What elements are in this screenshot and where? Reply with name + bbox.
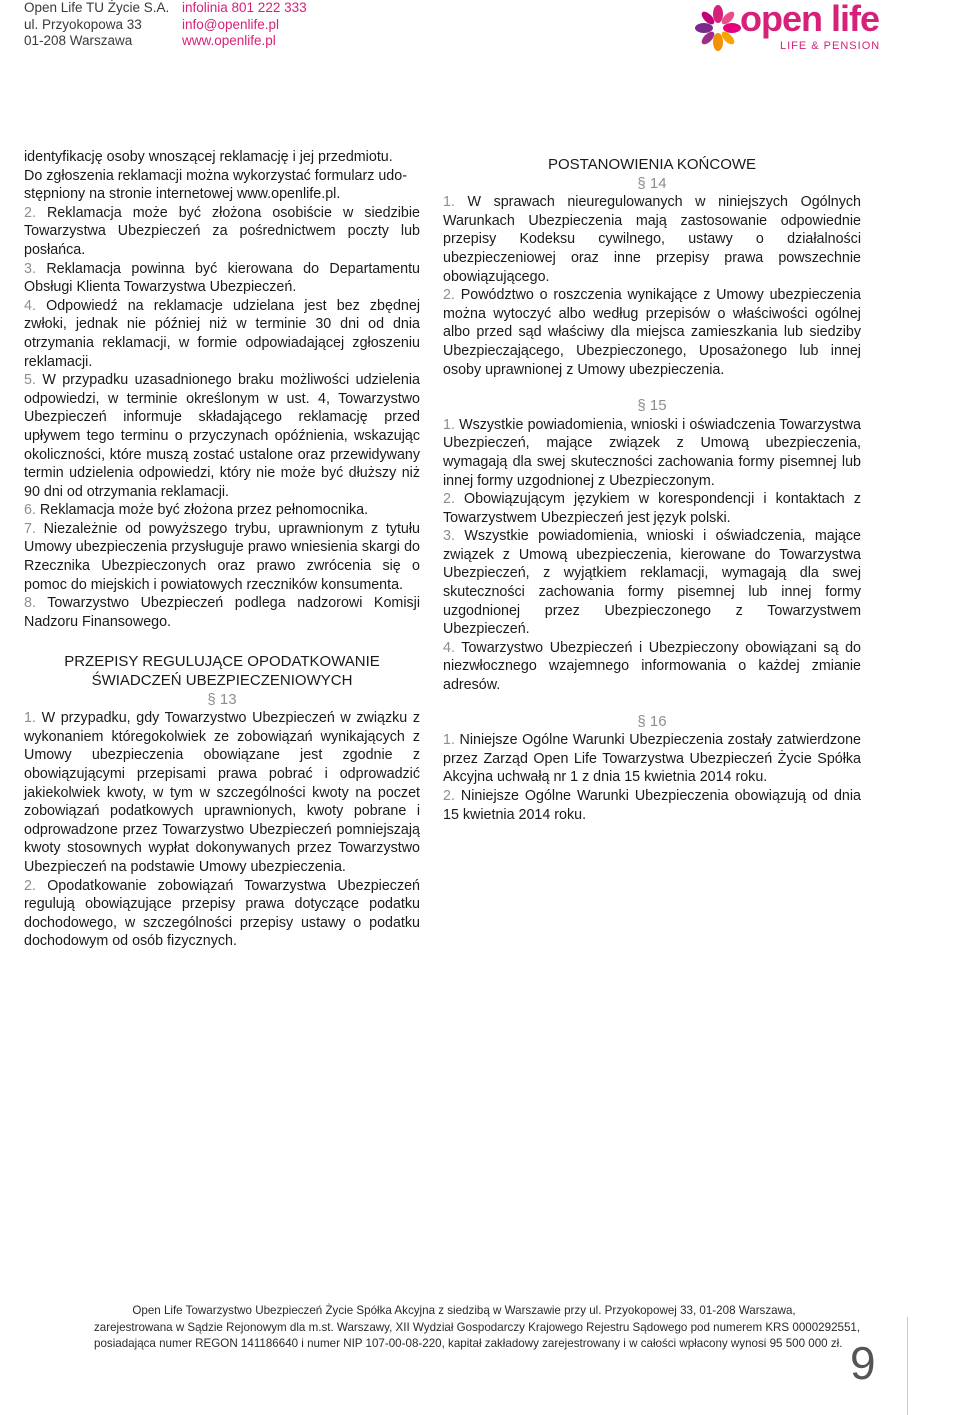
paragraph-line: identyfikację osoby wnoszącej reklamację i jej przedmiotu. xyxy=(24,149,393,165)
item-text: W sprawach nieuregulowanych w niniejszych Ogólnych Warunkach Ubezpieczenia mają zastosowanie odpowiednie przepisy Kodeksu cywilnego, ustawy o działalności ubezpieczeniowej oraz inne przepisy prawa powszechnie obowiązującego. xyxy=(443,194,861,285)
list-item xyxy=(443,286,861,379)
paragraph-sign: § 14 xyxy=(637,174,667,192)
item-text: Obowiązującym językiem w korespondencji i kontaktach z Towarzystwem Ubezpieczeń jest język polski. xyxy=(443,491,861,526)
list-item xyxy=(443,193,861,286)
item-number: 6. xyxy=(24,502,36,519)
item-number: 1. xyxy=(24,710,36,727)
item-number: 1. xyxy=(443,416,455,433)
item-text: Towarzystwo Ubezpieczeń i Ubezpieczony obowiązani są do niezwłocznego wzajemnego informowania o każdej zmianie adresów. xyxy=(443,639,861,694)
item-text: W przypadku uzasadnionego braku możliwości udzielenia odpowiedzi, w terminie określonym w ust. 4, Towarzystwo Ubezpieczeń informuje składającego reklamację przed upływem tego terminu o przyczynach opóźnienia, wskazując okoliczności, które muszą zostać ustalone oraz przewidywany termin udzielenia odpowiedzi, który nie może być dłuższy niż 90 dni od otrzymania reklamacji. xyxy=(24,372,421,500)
item-number: 3. xyxy=(24,260,36,277)
item-number: 4. xyxy=(24,297,36,314)
company-city: 01-208 Warszawa xyxy=(24,33,133,48)
item-text: Towarzystwo Ubezpieczeń podlega nadzorowi Komisji Nadzoru Finansowego. xyxy=(24,595,421,630)
item-number: 7. xyxy=(24,520,36,537)
list-item xyxy=(24,709,420,876)
item-text: Niniejsze Ogólne Warunki Ubezpieczenia obowiązują od dnia 15 kwietnia 2014 roku. xyxy=(443,788,861,823)
company-address xyxy=(24,0,169,50)
company-name: Open Life TU Życie S.A. xyxy=(24,0,170,15)
item-number: 5. xyxy=(24,372,36,389)
list-item xyxy=(443,416,861,490)
paragraph-sign: § 16 xyxy=(637,712,667,730)
item-number: 2. xyxy=(443,287,455,304)
item-text: Reklamacja może być złożona osobiście w siedzibie Towarzystwa Ubezpieczeń za pośrednictwem poczty lub posłańca. xyxy=(24,204,420,258)
flower-icon xyxy=(694,4,742,52)
list-item xyxy=(24,371,420,501)
item-text: Niezależnie od powyższego trybu, uprawnionym z tytułu Umowy ubezpieczenia przysługuje prawo wniesienia skargi do Rzecznika Ubezpieczonych oraz prawo zwrócenia się o pomoc do miejskich i powiatowych rzeczników konsumenta. xyxy=(24,520,420,593)
list-item xyxy=(24,594,420,631)
list-item xyxy=(24,204,420,260)
item-number: 2. xyxy=(24,877,36,894)
item-text: Reklamacja powinna być kierowana do Departamentu Obsługi Klienta Towarzystwa Ubezpieczeń. xyxy=(24,260,420,296)
item-number: 1. xyxy=(443,194,455,211)
left-column xyxy=(24,148,420,951)
openlife-logo xyxy=(694,2,884,60)
item-text: Wszystkie powiadomienia, wnioski i oświadczenia, mające związek z Umową ubezpieczenia, kierowane do Towarzystwa Ubezpieczeń, z wyjątkiem reklamacji, wymagają dla swej skuteczności zachowania formy pisemnej lub innej formy uzgodnionej przez Ubezpieczonego z Towarzystwem Ubezpieczeń. xyxy=(443,528,861,638)
paragraph-sign: § 13 xyxy=(207,690,237,708)
list-item xyxy=(24,297,420,371)
footer-line: Open Life Towarzystwo Ubezpieczeń Życie Spółka Akcyjna z siedzibą w Warszawie przy ul. Przyokopowej 33, 01-208 Warszawa, xyxy=(132,1304,796,1317)
paragraph-line: Do zgłoszenia reklamacji można wykorzystać formularz udo- xyxy=(24,167,407,184)
footer-line: posiadająca numer REGON 141186640 i numer NIP 107-00-08-220, kapitał zakładowy zarejestrowany i w całości wpłacony wynosi 95 500 000 zł. xyxy=(94,1337,843,1351)
item-number: 2. xyxy=(24,204,36,221)
item-text: Odpowiedź na reklamacje udzielana jest bez zbędnej zwłoki, jednak nie później niż w terminie 30 dni od dnia otrzymania reklamacji, w formie odpowiadającej zgłoszeniu reklamacji. xyxy=(24,297,420,370)
hotline-text: infolinia 801 222 333 xyxy=(182,0,307,15)
right-column xyxy=(443,156,861,824)
section-heading: POSTANOWIENIA KOŃCOWE xyxy=(547,156,757,173)
list-item xyxy=(443,639,861,695)
list-item xyxy=(443,490,861,527)
list-item xyxy=(443,731,861,787)
item-text: Reklamacja może być złożona przez pełnomocnika. xyxy=(39,502,369,519)
paragraph-line: stępniony na stronie internetowej www.openlife.pl. xyxy=(24,186,341,203)
website-link[interactable]: www.openlife.pl xyxy=(182,33,276,48)
item-text: Powództwo o roszczenia wynikające z Umowy ubezpieczenia można wytoczyć albo według przepisów o właściwości ogólnej albo przed sąd właściwy dla miejsca zamieszkania lub siedziby Ubezpieczającego, Ubezpieczonego, Uposażonego lub innej osoby uprawnionej z Umowy ubezpieczenia. xyxy=(443,287,861,378)
section-heading: ŚWIADCZEŃ UBEZPIECZENIOWYCH xyxy=(91,672,353,690)
company-street: ul. Przyokopowa 33 xyxy=(24,16,142,32)
legal-footer xyxy=(94,1303,861,1353)
email-link[interactable]: info@openlife.pl xyxy=(182,16,280,32)
item-number: 1. xyxy=(443,732,455,749)
item-number: 3. xyxy=(443,528,455,545)
item-text: Opodatkowanie zobowiązań Towarzystwa Ubezpieczeń regulują obowiązujące przepisy prawa dotyczące podatku dochodowego, w szczególności przepisy ustawy o podatku dochodowym od osób fizycznych. xyxy=(24,877,420,950)
paragraph-sign: § 15 xyxy=(637,397,667,415)
company-contact xyxy=(182,0,307,50)
list-item xyxy=(24,520,420,594)
footer-line: zarejestrowana w Sądzie Rejonowym dla m.st. Warszawy, XII Wydział Gospodarczy Krajowego Rejestru Sądowego pod numerem KRS 0000292551, xyxy=(94,1320,861,1334)
page-number-divider xyxy=(907,1317,908,1415)
section-heading: PRZEPISY REGULUJĄCE OPODATKOWANIE xyxy=(64,653,380,671)
list-item xyxy=(24,260,420,297)
item-text: Wszystkie powiadomienia, wnioski i oświadczenia Towarzystwa Ubezpieczeń, mające związek z Umową ubezpieczenia, wymagają dla swej skuteczności zachowania formy pisemnej lub innej formy uzgodnionej z Ubezpieczonym. xyxy=(443,416,861,489)
list-item xyxy=(443,527,861,639)
item-text: W przypadku, gdy Towarzystwo Ubezpieczeń w związku z wykonaniem któregokolwiek ze zobowiązań wynikających z Umowy ubezpieczenia obowiązane jest zgodnie z obowiązującymi przepisami prawa pobrać i odprowadzić jakiekolwiek kwoty, w tym w szczególności kwoty na poczet zobowiązań podatkowych uprawnionych, kwoty pobrane i odprowadzone przez Towarzystwo Ubezpieczeń pomniejszają kwoty stosownych wypłat dokonywanych przez Towarzystwo Ubezpieczeń na podstawie Umowy ubezpieczenia. xyxy=(24,710,420,875)
list-item xyxy=(443,787,861,824)
item-text: Niniejsze Ogólne Warunki Ubezpieczenia zostały zatwierdzone przez Zarząd Open Life Towarzystwa Ubezpieczeń Życie Spółka Akcyjna uchwałą nr 1 z dnia 15 kwietnia 2014 roku. xyxy=(443,732,861,786)
item-number: 8. xyxy=(24,595,36,612)
list-item xyxy=(24,877,420,951)
item-number: 2. xyxy=(443,491,455,508)
list-item xyxy=(24,501,420,520)
item-number: 4. xyxy=(443,639,455,656)
page-number: 9 xyxy=(850,1337,876,1389)
logo-tagline: LIFE & PENSION xyxy=(780,40,881,52)
item-number: 2. xyxy=(443,788,455,804)
logo-wordmark: open life xyxy=(740,0,880,39)
